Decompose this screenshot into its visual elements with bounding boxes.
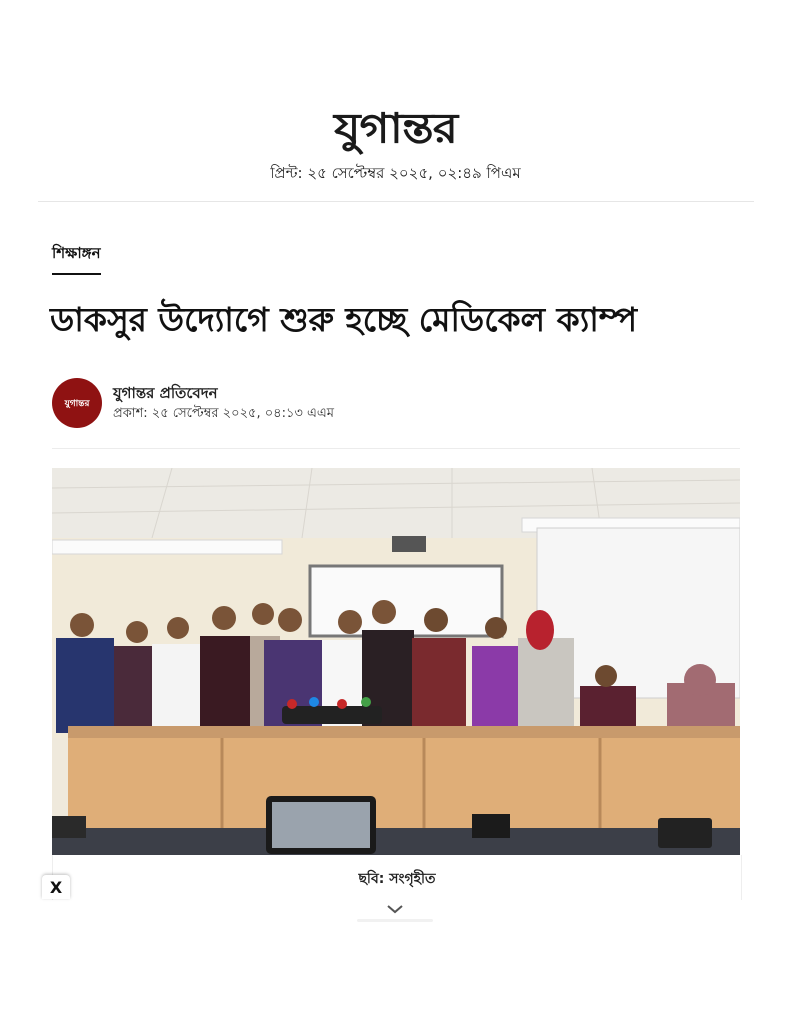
close-icon: X (49, 877, 63, 897)
press-conference-illustration (52, 468, 740, 855)
site-logo[interactable]: যুগান্তর (334, 103, 457, 153)
byline (52, 377, 334, 429)
masthead (0, 100, 791, 187)
author-name: যুগান্তর প্রতিবেদন (113, 384, 218, 402)
close-ad-button[interactable] (42, 875, 70, 899)
category-link[interactable]: শিক্ষাঙ্গন (52, 242, 101, 275)
expand-indicator-bar (357, 919, 433, 922)
chevron-down-icon (386, 903, 404, 915)
author-avatar (52, 378, 102, 428)
byline-text (113, 382, 334, 424)
published-timestamp: প্রকাশ: ২৫ সেপ্টেম্বর ২০২৫, ০৪:১৩ এএম (113, 406, 335, 421)
avatar-logo-text: যুগান্তর (64, 398, 90, 409)
photo-caption: ছবি: সংগৃহীত (358, 871, 436, 887)
caption-area (49, 855, 742, 900)
header-divider (38, 201, 754, 202)
article-headline: ডাকসুর উদ্যোগে শুরু হচ্ছে মেডিকেল ক্যাম্প (50, 300, 638, 339)
print-timestamp: প্রিন্ট: ২৫ সেপ্টেম্বর ২০২৫, ০২:৪৯ পিএম (270, 164, 521, 182)
article-photo (52, 468, 740, 855)
expand-button[interactable] (380, 898, 410, 920)
byline-divider (52, 448, 740, 449)
